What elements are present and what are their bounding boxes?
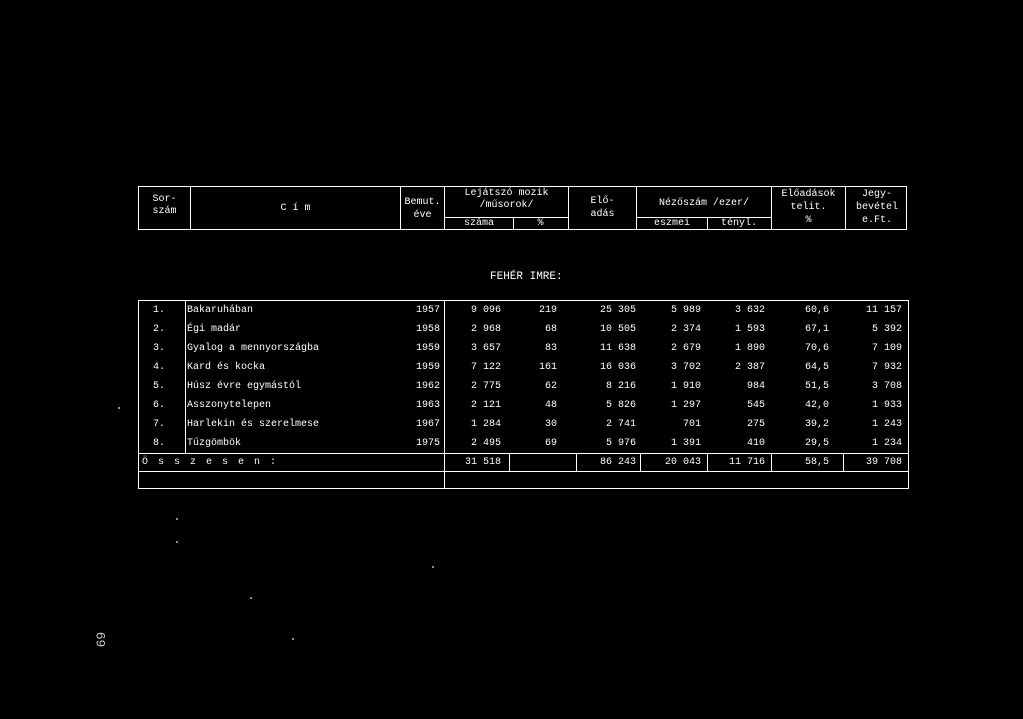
- row-eloadas: 10 505: [599, 324, 636, 335]
- table-row: [139, 358, 908, 377]
- row-year: 1958: [415, 324, 440, 335]
- row-tenyl: 545: [746, 400, 765, 411]
- header-lejatszo-label: Lejátszó mozik /műsorok/: [464, 188, 549, 211]
- row-number: 5.: [153, 381, 166, 392]
- row-year: 1967: [415, 419, 440, 430]
- row-title: Bakaruhában: [187, 305, 254, 316]
- total-bevetel: 39 708: [865, 457, 902, 468]
- header-sorszam: [139, 187, 191, 229]
- row-eszmei: 2 374: [670, 324, 701, 335]
- header-cim: [191, 187, 401, 229]
- row-szama: 3 657: [470, 343, 501, 354]
- row-pct: 62: [544, 381, 557, 392]
- row-eszmei: 5 989: [670, 305, 701, 316]
- header-lejatszo-pct: %: [537, 218, 544, 229]
- row-title: Égi madár: [187, 324, 242, 335]
- row-szama: 9 096: [470, 305, 501, 316]
- row-bevetel: 5 392: [871, 324, 902, 335]
- row-eszmei: 3 702: [670, 362, 701, 373]
- row-bevetel: 1 234: [871, 438, 902, 449]
- header-jegybevetel: [846, 187, 908, 229]
- row-title: Húsz évre egymástól: [187, 381, 302, 392]
- header-nezoszam-label: Nézőszám /ezer/: [658, 198, 749, 209]
- header-lejatszo: [445, 187, 569, 229]
- header-eloadas: [569, 187, 637, 229]
- row-eszmei: 2 679: [670, 343, 701, 354]
- row-year: 1975: [415, 438, 440, 449]
- row-eloadas: 16 036: [599, 362, 636, 373]
- row-tenyl: 3 632: [734, 305, 765, 316]
- total-eloadas: 86 243: [599, 457, 636, 468]
- row-bevetel: 1 243: [871, 419, 902, 430]
- row-bevetel: 11 157: [865, 305, 902, 316]
- header-eloadasok: [772, 187, 846, 229]
- header-nezoszam: [637, 187, 772, 229]
- header-nezoszam-eszmei: eszmei: [653, 218, 690, 229]
- row-telit: 60,6: [804, 305, 829, 316]
- table-row: [139, 301, 908, 320]
- row-bevetel: 1 933: [871, 400, 902, 411]
- row-eloadas: 2 741: [605, 419, 636, 430]
- row-number: 1.: [153, 305, 166, 316]
- total-eszmei: 20 043: [664, 457, 701, 468]
- data-table: [138, 300, 909, 489]
- row-pct: 161: [538, 362, 557, 373]
- total-label: Ö s s z e s e n :: [142, 457, 279, 468]
- header-cim-label: C í m: [280, 203, 311, 214]
- row-bevetel: 7 932: [871, 362, 902, 373]
- row-title: Kard és kocka: [187, 362, 266, 373]
- total-tenyl: 11 716: [728, 457, 765, 468]
- scan-speck: [176, 541, 178, 543]
- row-title: Gyalog a mennyországba: [187, 343, 320, 354]
- row-number: 2.: [153, 324, 166, 335]
- row-szama: 2 968: [470, 324, 501, 335]
- row-telit: 39,2: [804, 419, 829, 430]
- total-telit: 58,5: [804, 457, 829, 468]
- scan-speck: [176, 518, 178, 520]
- row-year: 1959: [415, 343, 440, 354]
- row-year: 1957: [415, 305, 440, 316]
- row-pct: 48: [544, 400, 557, 411]
- scan-speck: [292, 638, 294, 640]
- row-eszmei: 1 910: [670, 381, 701, 392]
- row-year: 1963: [415, 400, 440, 411]
- row-telit: 42,0: [804, 400, 829, 411]
- row-szama: 2 121: [470, 400, 501, 411]
- scan-speck: [118, 407, 120, 409]
- row-eloadas: 5 826: [605, 400, 636, 411]
- row-eszmei: 701: [682, 419, 701, 430]
- row-szama: 7 122: [470, 362, 501, 373]
- row-telit: 67,1: [804, 324, 829, 335]
- row-tenyl: 1 593: [734, 324, 765, 335]
- row-bevetel: 7 109: [871, 343, 902, 354]
- total-szama: 31 518: [464, 457, 501, 468]
- row-eszmei: 1 391: [670, 438, 701, 449]
- row-telit: 64,5: [804, 362, 829, 373]
- row-title: Harlekin és szerelmese: [187, 419, 320, 430]
- row-title: Tűzgömbök: [187, 438, 242, 449]
- row-eloadas: 5 976: [605, 438, 636, 449]
- row-tenyl: 275: [746, 419, 765, 430]
- header-lejatszo-szama: száma: [463, 218, 494, 229]
- row-number: 8.: [153, 438, 166, 449]
- table-row: [139, 339, 908, 358]
- row-tenyl: 984: [746, 381, 765, 392]
- table-row: [139, 320, 908, 339]
- row-number: 3.: [153, 343, 166, 354]
- row-year: 1959: [415, 362, 440, 373]
- row-eszmei: 1 297: [670, 400, 701, 411]
- row-eloadas: 25 305: [599, 305, 636, 316]
- row-eloadas: 8 216: [605, 381, 636, 392]
- scan-speck: [432, 566, 434, 568]
- header-sorszam-label: Sor- szám: [152, 194, 177, 217]
- row-szama: 2 495: [470, 438, 501, 449]
- header-bemut-label: Bemut. éve: [404, 197, 441, 221]
- row-telit: 29,5: [804, 438, 829, 449]
- row-year: 1962: [415, 381, 440, 392]
- row-pct: 69: [544, 438, 557, 449]
- row-tenyl: 410: [746, 438, 765, 449]
- scan-speck: [250, 597, 252, 599]
- row-pct: 83: [544, 343, 557, 354]
- row-number: 7.: [153, 419, 166, 430]
- table-row: [139, 377, 908, 396]
- row-pct: 68: [544, 324, 557, 335]
- header-bemut: [401, 187, 445, 229]
- table-row: [139, 415, 908, 434]
- row-number: 6.: [153, 400, 166, 411]
- header-eloadas-label: Elő- adás: [590, 196, 615, 220]
- section-title: FEHÉR IMRE:: [490, 271, 563, 283]
- table-row: [139, 434, 908, 453]
- table-row: [139, 396, 908, 415]
- total-cell-box: [509, 453, 576, 472]
- total-row: [139, 453, 908, 472]
- row-bevetel: 3 708: [871, 381, 902, 392]
- header-nezoszam-tenyl: tényl.: [720, 218, 757, 229]
- row-title: Asszonytelepen: [187, 400, 272, 411]
- row-eloadas: 11 638: [599, 343, 636, 354]
- row-szama: 1 284: [470, 419, 501, 430]
- row-pct: 219: [538, 305, 557, 316]
- table-header: [138, 186, 907, 230]
- row-pct: 30: [544, 419, 557, 430]
- header-eloadasok-label: Előadások telit. %: [781, 189, 836, 226]
- row-telit: 70,6: [804, 343, 829, 354]
- row-number: 4.: [153, 362, 166, 373]
- header-jegybevetel-label: Jegy- bevétel e.Ft.: [855, 189, 898, 226]
- row-tenyl: 1 890: [734, 343, 765, 354]
- row-szama: 2 775: [470, 381, 501, 392]
- page-number: 69: [92, 631, 108, 648]
- row-telit: 51,5: [804, 381, 829, 392]
- row-tenyl: 2 387: [734, 362, 765, 373]
